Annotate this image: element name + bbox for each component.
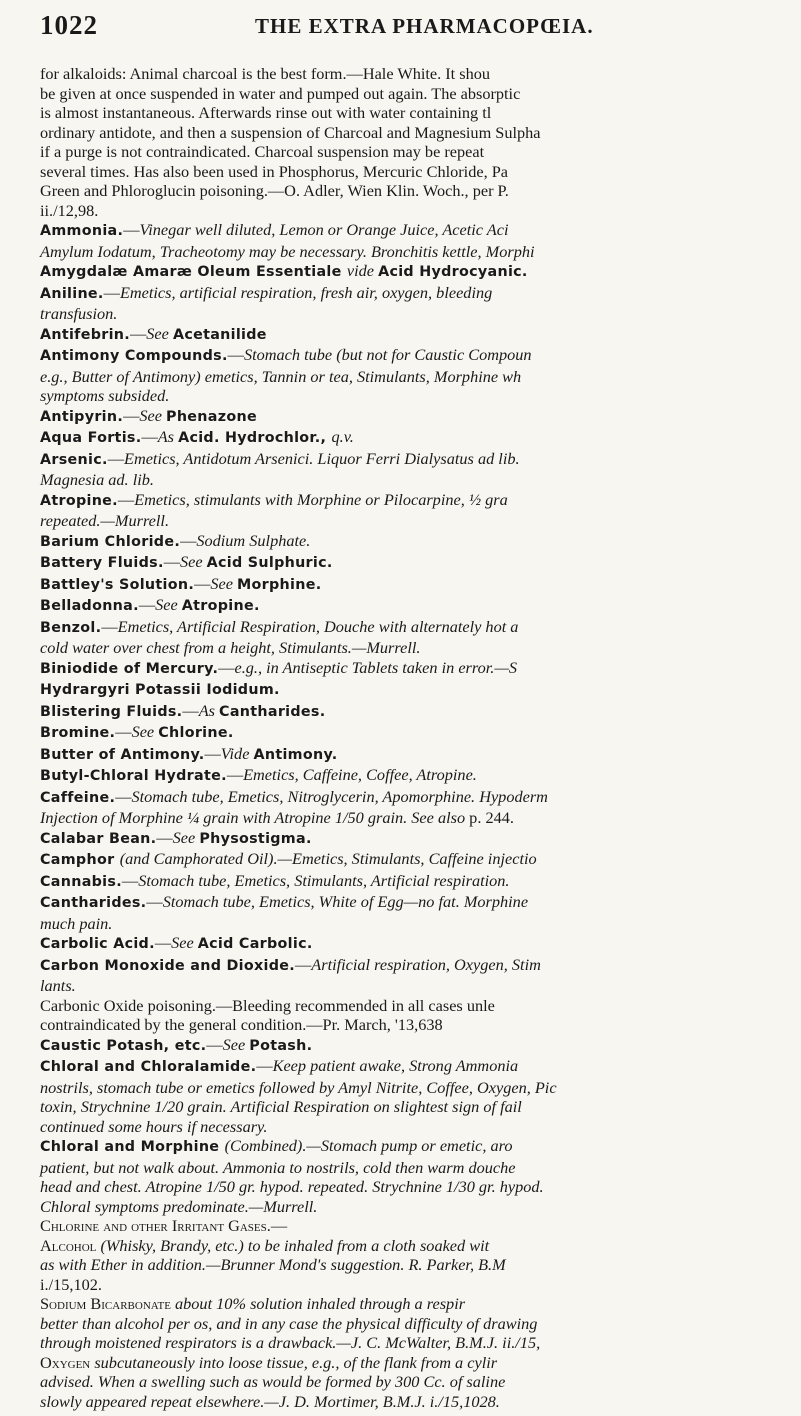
text-line (40, 1015, 801, 1035)
text-run: Amylum Iodatum, Tracheotomy may be necessary. Bronchitis kettle, Morphi (40, 241, 535, 261)
text-run: Sodium Sulphate. (196, 530, 311, 550)
text-line (40, 1035, 801, 1057)
text-run: through moistened respirators is a drawback.—J. C. McWalter, B.M.J. ii./15, (40, 1333, 541, 1352)
text-run: contraindicated by the general condition.—Pr. March, '13,638 (40, 1015, 443, 1034)
text-run: — (227, 345, 244, 364)
entry-heading: Antifebrin. (40, 326, 130, 343)
entry-heading: Benzol. (40, 619, 102, 636)
text-line (40, 828, 801, 850)
text-run: better than alcohol per os, and in any case the physical difficulty of drawing (40, 1313, 538, 1333)
text-run: Emetics, Artificial Respiration, Douche with alternately hot a (117, 616, 519, 636)
text-line (40, 304, 801, 324)
text-line (40, 787, 801, 809)
text-line (40, 617, 801, 639)
entry-heading: Cannabis. (40, 873, 122, 890)
text-run: — (256, 1056, 273, 1075)
entry-heading: Hydrargyri Potassii Iodidum. (40, 682, 280, 698)
entry-heading: Butyl-Chloral Hydrate. (40, 768, 227, 784)
text-line (40, 574, 801, 596)
text-run: Emetics, stimulants with Morphine or Pilocarpine, ½ gra (134, 489, 508, 509)
entry-heading: Antimony. (253, 746, 338, 763)
entry-heading: Chloral and Chloralamide. (40, 1059, 257, 1075)
text-run: advised. When a swelling such as would be formed by 300 Cc. of saline (40, 1372, 506, 1391)
entry-heading: Arsenic. (40, 451, 108, 468)
text-run: See (171, 933, 198, 952)
entry-heading: Atropine. (40, 492, 118, 509)
entry-heading: Barium Chloride. (40, 533, 181, 550)
page-header (0, 0, 801, 60)
text-run: — (226, 765, 244, 784)
text-run: — (146, 892, 163, 911)
entry-heading: Ammonia. (40, 223, 124, 239)
text-run: Chlorine and other Irritant Gases.— (40, 1216, 288, 1235)
text-line (40, 892, 801, 914)
text-run: As (157, 427, 179, 446)
text-line (40, 679, 801, 701)
text-line (40, 367, 801, 387)
text-run: Emetics, Caffeine, Coffee, Atropine. (243, 765, 477, 784)
text-run: — (123, 405, 140, 425)
text-run: — (130, 323, 147, 343)
running-head: THE EXTRA PHARMACOPŒIA. (255, 14, 594, 38)
text-run: continued some hours if necessary. (40, 1116, 268, 1136)
text-run: be given at once suspended in water and pumped out again. The absorptic (40, 83, 521, 103)
text-line (40, 220, 801, 242)
text-run: — (194, 573, 211, 593)
text-line (40, 324, 801, 346)
text-line (40, 1294, 801, 1314)
text-line (40, 531, 801, 553)
text-run: — (295, 954, 312, 974)
text-line (40, 1216, 801, 1236)
text-run: ordinary antidote, and then a suspension of Charcoal and Magnesium Sulpha (40, 122, 541, 142)
text-line (40, 955, 801, 977)
text-line (40, 1236, 801, 1256)
text-run: See (139, 405, 167, 425)
entry-heading: Calabar Bean. (40, 830, 157, 847)
text-line (40, 162, 801, 182)
text-line (40, 1078, 801, 1098)
entry-heading: Acid Hydrocyanic. (378, 264, 528, 280)
entry-heading: Battery Fluids. (40, 555, 164, 571)
text-run: Sodium Bicarbonate (40, 1294, 175, 1313)
entry-heading: Chlorine. (158, 725, 234, 741)
text-line (40, 1117, 801, 1137)
text-run: i./15,102. (40, 1274, 102, 1294)
text-run: — (218, 657, 235, 677)
text-line (40, 871, 801, 893)
text-run: — (115, 722, 132, 741)
text-run: if a purge is not contraindicated. Charcoal suspension may be repeat (40, 142, 485, 161)
text-run: Vide (220, 743, 254, 763)
entry-heading: Antipyrin. (40, 408, 124, 425)
entry-heading: Carbolic Acid. (40, 936, 155, 952)
entry-heading: Phenazone (166, 408, 257, 425)
entry-heading: Amygdalæ Amaræ Oleum Essentiale (40, 264, 347, 280)
text-run: Stomach tube, Emetics, Nitroglycerin, Apomorphine. Hypoderm (131, 786, 548, 806)
entry-heading: Caustic Potash, etc. (40, 1037, 207, 1054)
text-run: — (115, 786, 132, 806)
text-line (40, 1353, 801, 1373)
text-run: (Whisky, Brandy, etc.) to be inhaled from a cloth soaked wit (100, 1235, 490, 1255)
entry-heading: Blistering Fluids. (40, 703, 183, 720)
body-text (40, 64, 801, 1411)
text-line (40, 490, 801, 512)
text-run: — (154, 933, 172, 952)
text-line (40, 406, 801, 428)
text-line (40, 1158, 801, 1178)
text-line (40, 744, 801, 766)
text-run: See (210, 573, 238, 593)
entry-heading: Butter of Antimony. (40, 746, 205, 763)
entry-heading: Physostigma. (199, 830, 312, 847)
text-run: e.g., Butter of Antimony) emetics, Tannin or tea, Stimulants, Morphine wh (40, 366, 522, 386)
text-run: — (182, 700, 199, 720)
text-line (40, 1275, 801, 1295)
text-line (40, 470, 801, 490)
text-run: Carbonic Oxide poisoning.—Bleeding recommended in all cases unle (40, 995, 495, 1015)
text-line (40, 1314, 801, 1334)
text-line (40, 142, 801, 162)
text-line (40, 449, 801, 471)
text-line (40, 123, 801, 143)
text-run: — (101, 616, 118, 636)
text-line (40, 1372, 801, 1392)
entry-heading: Aniline. (40, 285, 104, 302)
entry-heading: Battley's Solution. (40, 576, 195, 593)
text-run: — (103, 282, 120, 302)
text-line (40, 658, 801, 680)
text-line (40, 261, 801, 283)
text-run: p. 244. (469, 808, 514, 827)
text-run: See (131, 722, 159, 741)
text-run: (Combined).—Stomach pump or emetic, aro (224, 1136, 513, 1155)
entry-heading: Caffeine. (40, 789, 116, 806)
text-line (40, 283, 801, 305)
text-line (40, 996, 801, 1016)
text-run: transfusion. (40, 304, 118, 323)
text-run: — (117, 489, 135, 509)
text-line (40, 386, 801, 406)
text-run: ii./12,98. (40, 200, 99, 220)
text-line (40, 1255, 801, 1275)
text-run: — (156, 827, 173, 847)
text-run: cold water over chest from a height, Stimulants.—Murrell. (40, 638, 421, 657)
text-line (40, 765, 801, 787)
text-run: Emetics, artificial respiration, fresh air, oxygen, bleeding (119, 282, 493, 302)
text-run: slowly appeared repeat elsewhere.—J. D. Mortimer, B.M.J. i./15,1028. (40, 1391, 500, 1411)
text-run: lants. (40, 976, 76, 995)
text-line (40, 722, 801, 744)
text-run: vide (346, 261, 379, 280)
entry-heading: Acetanilide (172, 326, 267, 343)
text-run: as with Ether in addition.—Brunner Mond's suggestion. R. Parker, B.M (40, 1255, 506, 1274)
text-run: See (179, 552, 207, 571)
text-run: — (204, 743, 221, 763)
text-run: Stomach tube (but not for Caustic Compoun (243, 345, 532, 364)
text-run: — (206, 1034, 223, 1054)
text-run: Chloral symptoms predominate.—Murrell. (40, 1196, 318, 1216)
entry-heading: Potash. (249, 1037, 313, 1054)
text-run: Alcohol (40, 1235, 101, 1255)
entry-heading: Bromine. (40, 725, 116, 741)
text-run: As (198, 700, 220, 720)
text-line (40, 345, 801, 367)
text-line (40, 808, 801, 828)
text-line (40, 552, 801, 574)
text-run: about 10% solution inhaled through a respir (175, 1294, 466, 1313)
text-run: Keep patient awake, Strong Ammonia (272, 1056, 519, 1075)
entry-heading: Belladonna. (40, 598, 139, 614)
text-line (40, 1097, 801, 1117)
text-line (40, 701, 801, 723)
text-run: Oxygen (40, 1352, 95, 1372)
text-run: (and Camphorated Oil).—Emetics, Stimulants, Caffeine injectio (119, 849, 537, 868)
text-run: — (107, 448, 124, 468)
text-run: Green and Phloroglucin poisoning.—O. Adler, Wien Klin. Woch., per P. (40, 181, 509, 200)
text-line (40, 976, 801, 996)
entry-heading: Cantharides. (40, 895, 147, 911)
text-run: — (123, 220, 140, 239)
text-run: Emetics, Antidotum Arsenici. Liquor Ferri Dialysatus ad lib. (124, 448, 520, 468)
text-run: much pain. (40, 913, 113, 933)
text-run: See (155, 595, 182, 614)
text-line (40, 1333, 801, 1353)
entry-heading: Atropine. (181, 598, 260, 614)
text-run: head and chest. Atropine 1/50 gr. hypod. repeated. Strychnine 1/30 gr. hypod. (40, 1177, 544, 1196)
entry-heading: Acid Carbolic. (197, 936, 313, 952)
text-line (40, 1177, 801, 1197)
entry-heading: Acid. Hydrochlor., (178, 430, 332, 446)
entry-heading: Biniodide of Mercury. (40, 660, 219, 677)
entry-heading: Chloral and Morphine (40, 1139, 225, 1155)
entry-heading: Antimony Compounds. (40, 348, 228, 364)
text-run: repeated.—Murrell. (40, 511, 170, 530)
text-line (40, 1197, 801, 1217)
text-run: toxin, Strychnine 1/20 grain. Artificial Respiration on slightest sign of fail (40, 1097, 522, 1116)
entry-heading: Camphor (40, 852, 120, 868)
text-run: — (138, 595, 156, 614)
text-run: several times. Has also been used in Phosphorus, Mercuric Chloride, Pa (40, 161, 508, 181)
text-line (40, 914, 801, 934)
text-line (40, 64, 801, 84)
entry-heading: Morphine. (237, 576, 322, 593)
text-run: Stomach tube, Emetics, White of Egg—no fat. Morphine (162, 892, 529, 911)
text-line (40, 242, 801, 262)
text-line (40, 595, 801, 617)
text-run: for alkaloids: Animal charcoal is the best form.—Hale White. It shou (40, 64, 491, 83)
text-run: subcutaneously into loose tissue, e.g., of the flank from a cylir (94, 1352, 498, 1372)
text-run: nostrils, stomach tube or emetics followed by Amyl Nitrite, Coffee, Oxygen, Pic (40, 1077, 557, 1097)
text-run: See (172, 827, 200, 847)
text-line (40, 427, 801, 449)
text-line (40, 638, 801, 658)
entry-heading: Acid Sulphuric. (206, 555, 333, 571)
text-line (40, 933, 801, 955)
text-run: symptoms subsided. (40, 386, 170, 405)
text-line (40, 1136, 801, 1158)
text-run: Stomach tube, Emetics, Stimulants, Artificial respiration. (138, 870, 510, 890)
text-run: q.v. (331, 427, 354, 446)
text-run: Artificial respiration, Oxygen, Stim (311, 954, 541, 974)
text-run: — (163, 552, 180, 571)
entry-heading: Carbon Monoxide and Dioxide. (40, 957, 295, 974)
page-number: 1022 (40, 10, 98, 40)
text-run: — (141, 427, 158, 446)
entry-heading: Aqua Fortis. (40, 430, 142, 446)
text-line (40, 1056, 801, 1078)
text-run: — (180, 530, 197, 550)
text-line (40, 84, 801, 104)
text-line (40, 511, 801, 531)
text-run: Injection of Morphine ¼ grain with Atropine 1/50 grain. See also (40, 808, 470, 827)
text-line (40, 849, 801, 871)
entry-heading: Cantharides. (219, 703, 326, 720)
text-line (40, 201, 801, 221)
text-run: Magnesia ad. lib. (40, 470, 154, 489)
text-run: See (222, 1034, 250, 1054)
text-run: Vinegar well diluted, Lemon or Orange Juice, Acetic Aci (139, 220, 509, 239)
text-run: — (121, 870, 139, 890)
text-run: is almost instantaneous. Afterwards rinse out with water containing tl (40, 103, 492, 122)
text-line (40, 103, 801, 123)
text-run: patient, but not walk about. Ammonia to nostrils, cold then warm douche (40, 1157, 516, 1177)
text-run: See (146, 323, 173, 343)
text-run: e.g., in Antiseptic Tablets taken in error.—S (234, 657, 517, 677)
text-line (40, 1392, 801, 1412)
text-line (40, 181, 801, 201)
